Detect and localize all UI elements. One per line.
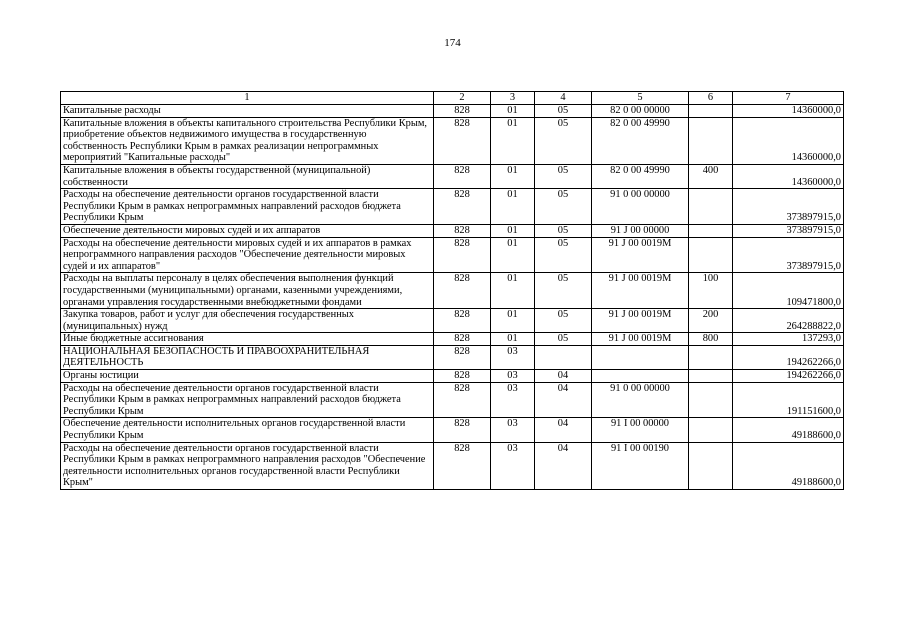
- subsection-code-cell: [535, 345, 592, 369]
- header-cell: 7: [733, 92, 844, 105]
- target-article-cell: 91 J 00 0019M: [592, 273, 689, 309]
- section-code-cell: 01: [491, 117, 535, 164]
- amount-cell: 373897915,0: [733, 189, 844, 225]
- table-row: [61, 237, 844, 273]
- expense-type-cell: 100: [689, 273, 733, 309]
- amount-cell: 14360000,0: [733, 117, 844, 164]
- amount-cell: 49188600,0: [733, 418, 844, 442]
- grbs-code-cell: 828: [434, 273, 491, 309]
- target-article-cell: 91 I 00 00000: [592, 418, 689, 442]
- grbs-code-cell: 828: [434, 237, 491, 273]
- table-row: [61, 273, 844, 309]
- header-cell: 3: [491, 92, 535, 105]
- item-name-cell: Капитальные вложения в объекты капитального строительства Республики Крым, приобретение объектов недвижимого имущества в государственную собственность Республики Крым в рамках реализации непрограммных мероприятий "Капитальные расходы": [61, 117, 434, 164]
- subsection-code-cell: 05: [535, 117, 592, 164]
- item-name-cell: Расходы на обеспечение деятельности органов государственной власти Республики Крым в рамках непрограммных направлений расходов бюджета Республики Крым: [61, 189, 434, 225]
- amount-cell: 264288822,0: [733, 309, 844, 333]
- target-article-cell: 91 J 00 00000: [592, 224, 689, 237]
- grbs-code-cell: 828: [434, 370, 491, 383]
- target-article-cell: 91 0 00 00000: [592, 189, 689, 225]
- target-article-cell: 91 I 00 00190: [592, 442, 689, 489]
- expense-type-cell: [689, 224, 733, 237]
- table-row: [61, 105, 844, 118]
- expense-type-cell: 800: [689, 333, 733, 346]
- expense-type-cell: [689, 370, 733, 383]
- subsection-code-cell: 05: [535, 189, 592, 225]
- expense-type-cell: [689, 105, 733, 118]
- target-article-cell: 82 0 00 49990: [592, 117, 689, 164]
- page-number: 174: [444, 37, 461, 49]
- item-name-cell: Капитальные расходы: [61, 105, 434, 118]
- amount-cell: 194262266,0: [733, 370, 844, 383]
- table-row: [61, 189, 844, 225]
- section-code-cell: 01: [491, 309, 535, 333]
- table-row: [61, 164, 844, 188]
- grbs-code-cell: 828: [434, 333, 491, 346]
- budget-table: [60, 91, 844, 490]
- subsection-code-cell: 05: [535, 164, 592, 188]
- amount-cell: 373897915,0: [733, 224, 844, 237]
- expense-type-cell: [689, 345, 733, 369]
- section-code-cell: 01: [491, 105, 535, 118]
- section-code-cell: 01: [491, 273, 535, 309]
- expense-type-cell: [689, 237, 733, 273]
- item-name-cell: Капитальные вложения в объекты государственной (муниципальной) собственности: [61, 164, 434, 188]
- header-cell: 2: [434, 92, 491, 105]
- grbs-code-cell: 828: [434, 224, 491, 237]
- item-name-cell: Расходы на обеспечение деятельности мировых судей и их аппаратов в рамках непрограммного направления расходов "Обеспечение деятельности мировых судей и их аппаратов": [61, 237, 434, 273]
- target-article-cell: 91 J 00 0019M: [592, 333, 689, 346]
- target-article-cell: 91 J 00 0019M: [592, 309, 689, 333]
- section-code-cell: 03: [491, 370, 535, 383]
- section-code-cell: 01: [491, 237, 535, 273]
- item-name-cell: Закупка товаров, работ и услуг для обеспечения государственных (муниципальных) нужд: [61, 309, 434, 333]
- item-name-cell: НАЦИОНАЛЬНАЯ БЕЗОПАСНОСТЬ И ПРАВООХРАНИТЕЛЬНАЯ ДЕЯТЕЛЬНОСТЬ: [61, 345, 434, 369]
- section-code-cell: 03: [491, 442, 535, 489]
- section-code-cell: 03: [491, 382, 535, 418]
- subsection-code-cell: 05: [535, 224, 592, 237]
- grbs-code-cell: 828: [434, 189, 491, 225]
- header-cell: 6: [689, 92, 733, 105]
- grbs-code-cell: 828: [434, 117, 491, 164]
- item-name-cell: Обеспечение деятельности исполнительных органов государственной власти Республики Крым: [61, 418, 434, 442]
- item-name-cell: Расходы на обеспечение деятельности органов государственной власти Республики Крым в рамках непрограммного направления расходов "Обеспечение деятельности исполнительных органов государственной власти Республики Крым": [61, 442, 434, 489]
- table-row: [61, 309, 844, 333]
- table-row: [61, 345, 844, 369]
- table-row: [61, 382, 844, 418]
- target-article-cell: 91 0 00 00000: [592, 382, 689, 418]
- subsection-code-cell: 04: [535, 442, 592, 489]
- expense-type-cell: [689, 382, 733, 418]
- expense-type-cell: [689, 189, 733, 225]
- expense-type-cell: [689, 442, 733, 489]
- grbs-code-cell: 828: [434, 418, 491, 442]
- expense-type-cell: [689, 117, 733, 164]
- subsection-code-cell: 05: [535, 333, 592, 346]
- target-article-cell: [592, 370, 689, 383]
- expense-type-cell: [689, 418, 733, 442]
- target-article-cell: [592, 345, 689, 369]
- item-name-cell: Обеспечение деятельности мировых судей и их аппаратов: [61, 224, 434, 237]
- amount-cell: 49188600,0: [733, 442, 844, 489]
- subsection-code-cell: 05: [535, 309, 592, 333]
- amount-cell: 14360000,0: [733, 164, 844, 188]
- subsection-code-cell: 04: [535, 382, 592, 418]
- grbs-code-cell: 828: [434, 382, 491, 418]
- header-cell: 1: [61, 92, 434, 105]
- amount-cell: 137293,0: [733, 333, 844, 346]
- table-row: [61, 370, 844, 383]
- section-code-cell: 01: [491, 224, 535, 237]
- header-row: [61, 92, 844, 105]
- item-name-cell: Расходы на выплаты персоналу в целях обеспечения выполнения функций государственными (муниципальными) органами, казенными учреждениями, органами управления государственными внебюджетными фондами: [61, 273, 434, 309]
- amount-cell: 191151600,0: [733, 382, 844, 418]
- section-code-cell: 01: [491, 189, 535, 225]
- expense-type-cell: 200: [689, 309, 733, 333]
- amount-cell: 373897915,0: [733, 237, 844, 273]
- subsection-code-cell: 05: [535, 105, 592, 118]
- subsection-code-cell: 05: [535, 237, 592, 273]
- table-row: [61, 117, 844, 164]
- section-code-cell: 03: [491, 345, 535, 369]
- table-row: [61, 333, 844, 346]
- header-cell: 5: [592, 92, 689, 105]
- grbs-code-cell: 828: [434, 345, 491, 369]
- table-row: [61, 224, 844, 237]
- grbs-code-cell: 828: [434, 309, 491, 333]
- amount-cell: 109471800,0: [733, 273, 844, 309]
- item-name-cell: Иные бюджетные ассигнования: [61, 333, 434, 346]
- section-code-cell: 03: [491, 418, 535, 442]
- expense-type-cell: 400: [689, 164, 733, 188]
- subsection-code-cell: 04: [535, 418, 592, 442]
- section-code-cell: 01: [491, 164, 535, 188]
- table-row: [61, 418, 844, 442]
- grbs-code-cell: 828: [434, 442, 491, 489]
- amount-cell: 194262266,0: [733, 345, 844, 369]
- subsection-code-cell: 05: [535, 273, 592, 309]
- grbs-code-cell: 828: [434, 105, 491, 118]
- section-code-cell: 01: [491, 333, 535, 346]
- table-row: [61, 442, 844, 489]
- header-cell: 4: [535, 92, 592, 105]
- grbs-code-cell: 828: [434, 164, 491, 188]
- item-name-cell: Расходы на обеспечение деятельности органов государственной власти Республики Крым в рамках непрограммных направлений расходов бюджета Республики Крым: [61, 382, 434, 418]
- item-name-cell: Органы юстиции: [61, 370, 434, 383]
- target-article-cell: 91 J 00 0019M: [592, 237, 689, 273]
- target-article-cell: 82 0 00 00000: [592, 105, 689, 118]
- subsection-code-cell: 04: [535, 370, 592, 383]
- amount-cell: 14360000,0: [733, 105, 844, 118]
- target-article-cell: 82 0 00 49990: [592, 164, 689, 188]
